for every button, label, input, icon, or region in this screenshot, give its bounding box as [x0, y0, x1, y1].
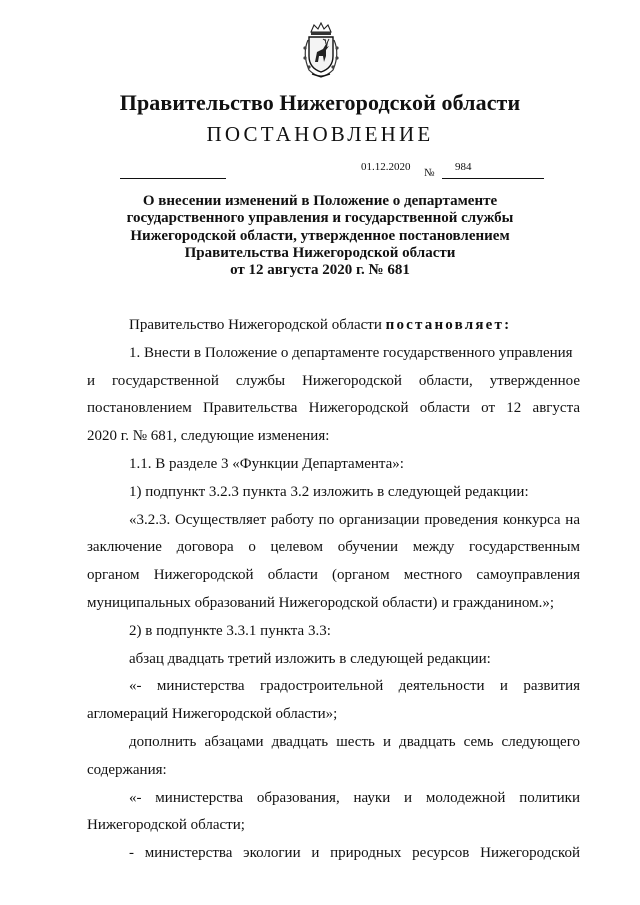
government-title: Правительство Нижегородской области	[119, 90, 521, 115]
body-line: агломераций Нижегородской области»;	[87, 706, 338, 723]
document-number: 984	[455, 161, 472, 173]
body-line: 1. Внести в Положение о департаменте государственного управления	[129, 344, 573, 361]
body-line: постановлением Правительства Нижегородской области от 12 августа	[87, 400, 580, 417]
resolution-verb: постановляет:	[385, 317, 512, 333]
body-line: заключение договора о целевом обучении между государственным	[87, 539, 580, 556]
body-line: «- министерства образования, науки и молодежной политики	[129, 789, 580, 806]
body-line: 2) в подпункте 3.3.1 пункта 3.3:	[129, 622, 331, 639]
document-date: 01.12.2020	[361, 161, 411, 173]
subject-line: Нижегородской области, утвержденное постановлением	[130, 227, 510, 244]
body-line: муниципальных образований Нижегородской области) и гражданином.»;	[87, 594, 555, 611]
body-line: 2020 г. № 681, следующие изменения:	[87, 428, 330, 445]
body-line: органом Нижегородской области (органом местного самоуправления	[87, 567, 580, 584]
body-line: «3.2.3. Осуществляет работу по организации проведения конкурса на	[129, 511, 580, 528]
body-line: и государственной службы Нижегородской области, утвержденное	[87, 372, 580, 389]
body-line: абзац двадцать третий изложить в следующей редакции:	[129, 650, 491, 667]
body-line: 1.1. В разделе 3 «Функции Департамента»:	[129, 455, 404, 472]
preamble	[87, 312, 580, 340]
signature-date-line	[120, 178, 226, 179]
document-subject	[100, 193, 540, 279]
subject-line: от 12 августа 2020 г. № 681	[230, 262, 410, 279]
subject-line: государственного управления и государственной службы	[126, 210, 514, 227]
subject-line: О внесении изменений в Положение о департаменте	[142, 193, 498, 209]
body-line: дополнить абзацами двадцать шесть и двадцать семь следующего	[129, 733, 580, 750]
document-number-line	[442, 178, 544, 179]
document-type: ПОСТАНОВЛЕНИЕ	[206, 122, 434, 146]
document-body	[87, 312, 580, 868]
body-line: Нижегородской области;	[87, 817, 245, 834]
coat-of-arms-icon	[299, 22, 343, 78]
body-line: содержания:	[87, 761, 167, 778]
body-line: - министерства экологии и природных ресурсов Нижегородской	[129, 845, 580, 862]
subject-line: Правительства Нижегородской области	[184, 244, 456, 261]
number-sign: №	[424, 167, 435, 179]
preamble-text: Правительство Нижегородской области	[129, 317, 386, 333]
body-line: 1) подпункт 3.2.3 пункта 3.2 изложить в следующей редакции:	[129, 483, 529, 500]
body-line: «- министерства градостроительной деятельности и развития	[129, 678, 580, 695]
